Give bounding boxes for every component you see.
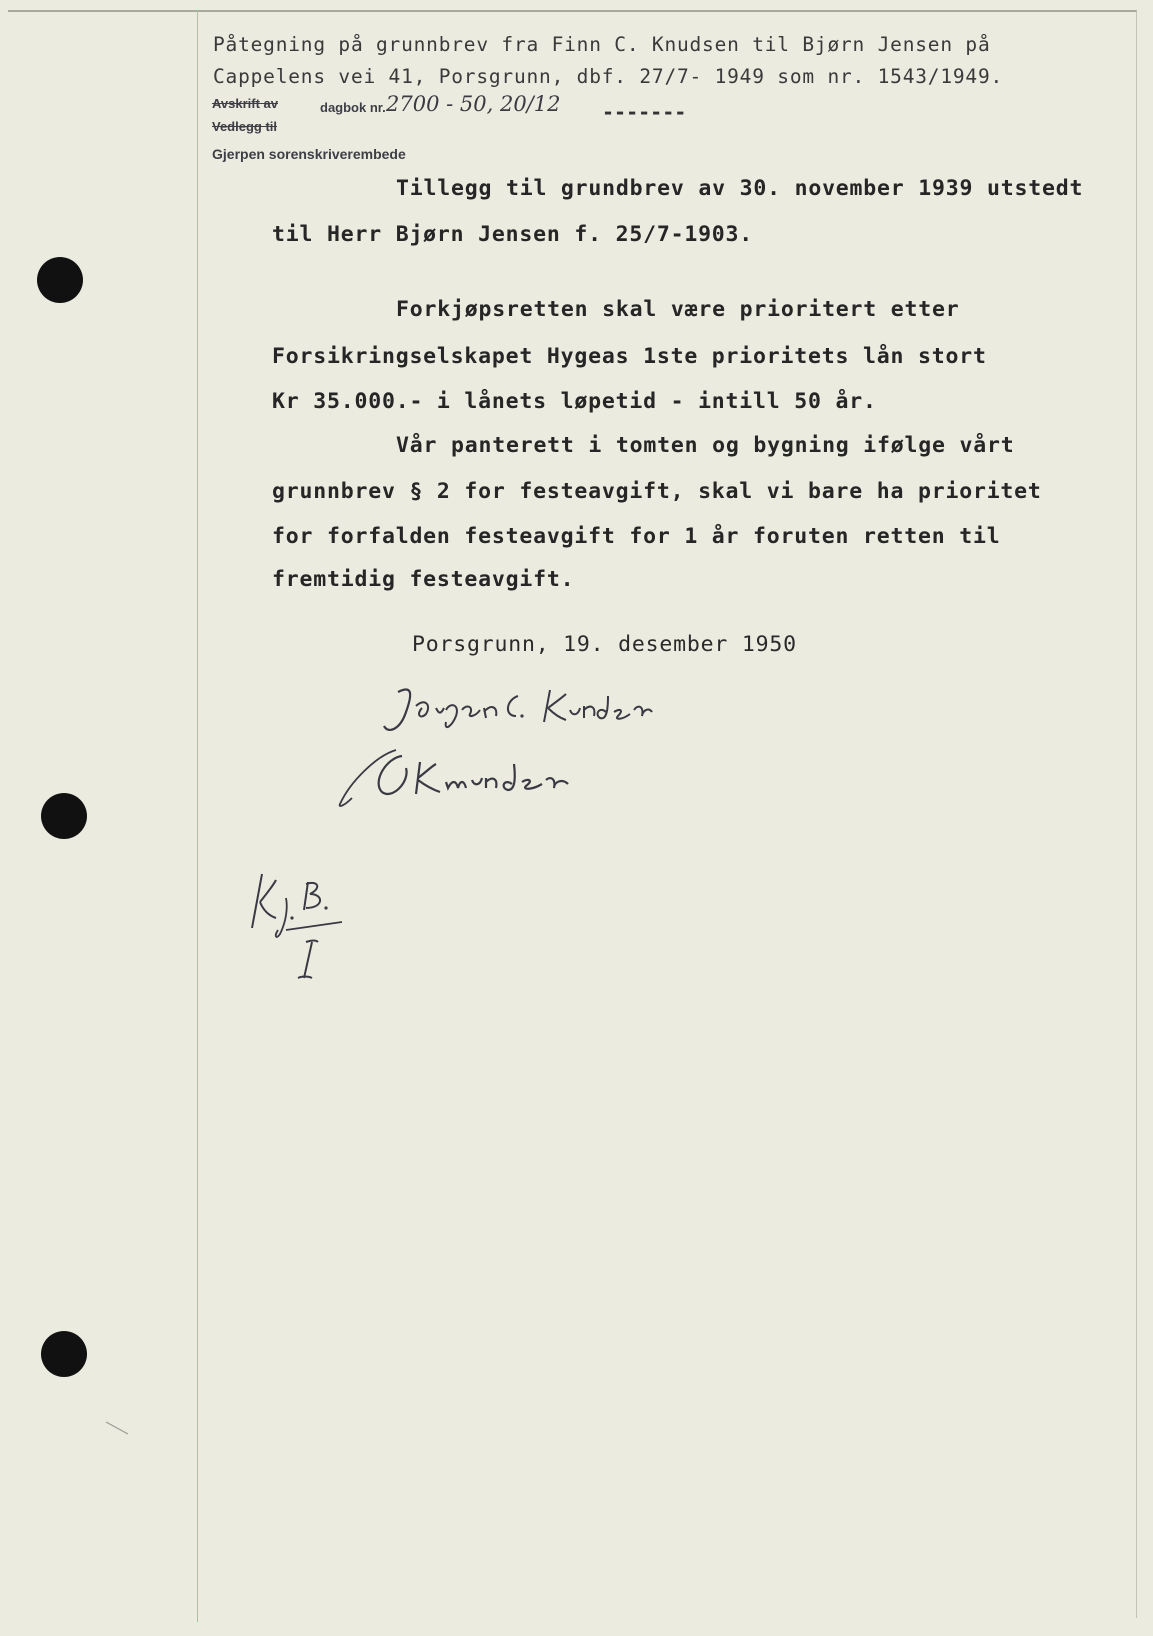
signature-jorgen-knudsen xyxy=(380,682,680,742)
margin-note-kj-b xyxy=(246,868,356,988)
stamp-handwritten-number: 2700 - 50, 20/12 xyxy=(386,92,561,116)
header-line-1: Påtegning på grunnbrev fra Finn C. Knudsen til Bjørn Jensen på xyxy=(213,33,991,56)
punch-hole-top xyxy=(37,257,83,303)
place-date: Porsgrunn, 19. desember 1950 xyxy=(412,632,797,657)
body-paragraph3-line2: grunnbrev § 2 for festeavgift, skal vi bare ha prioritet xyxy=(272,479,1042,504)
pencil-mark xyxy=(104,1420,134,1440)
body-paragraph2-line2: Forsikringselskapet Hygeas 1ste prioritets lån stort xyxy=(272,344,987,369)
page-border xyxy=(8,10,1137,1618)
body-paragraph3-line1: Vår panterett i tomten og bygning ifølge vårt xyxy=(396,433,1015,458)
stamp-label-vedlegg: Vedlegg til xyxy=(212,119,278,134)
body-paragraph1-line1: Tillegg til grundbrev av 30. november 1939 utstedt xyxy=(396,176,1084,201)
stamp-dashes: ------- xyxy=(602,100,687,124)
punch-hole-middle xyxy=(41,793,87,839)
signature-c-knudsen xyxy=(336,742,596,812)
header-line-2: Cappelens vei 41, Porsgrunn, dbf. 27/7- 1949 som nr. 1543/1949. xyxy=(213,65,1004,88)
body-paragraph2-line1: Forkjøpsretten skal være prioritert etter xyxy=(396,297,960,322)
stamp-label-dagbok: dagbok nr. xyxy=(320,100,386,115)
body-paragraph3-line3: for forfalden festeavgift for 1 år foruten retten til xyxy=(272,524,1001,549)
margin-rule xyxy=(197,10,198,1622)
body-paragraph1-line2: til Herr Bjørn Jensen f. 25/7-1903. xyxy=(272,222,754,247)
body-paragraph3-line4: fremtidig festeavgift. xyxy=(272,567,575,592)
body-paragraph2-line3: Kr 35.000.- i lånets løpetid - intill 50 år. xyxy=(272,389,877,414)
stamp-office-name: Gjerpen sorenskriverembede xyxy=(212,146,406,162)
stamp-label-avskrift: Avskrift av xyxy=(212,96,278,111)
punch-hole-bottom xyxy=(41,1331,87,1377)
